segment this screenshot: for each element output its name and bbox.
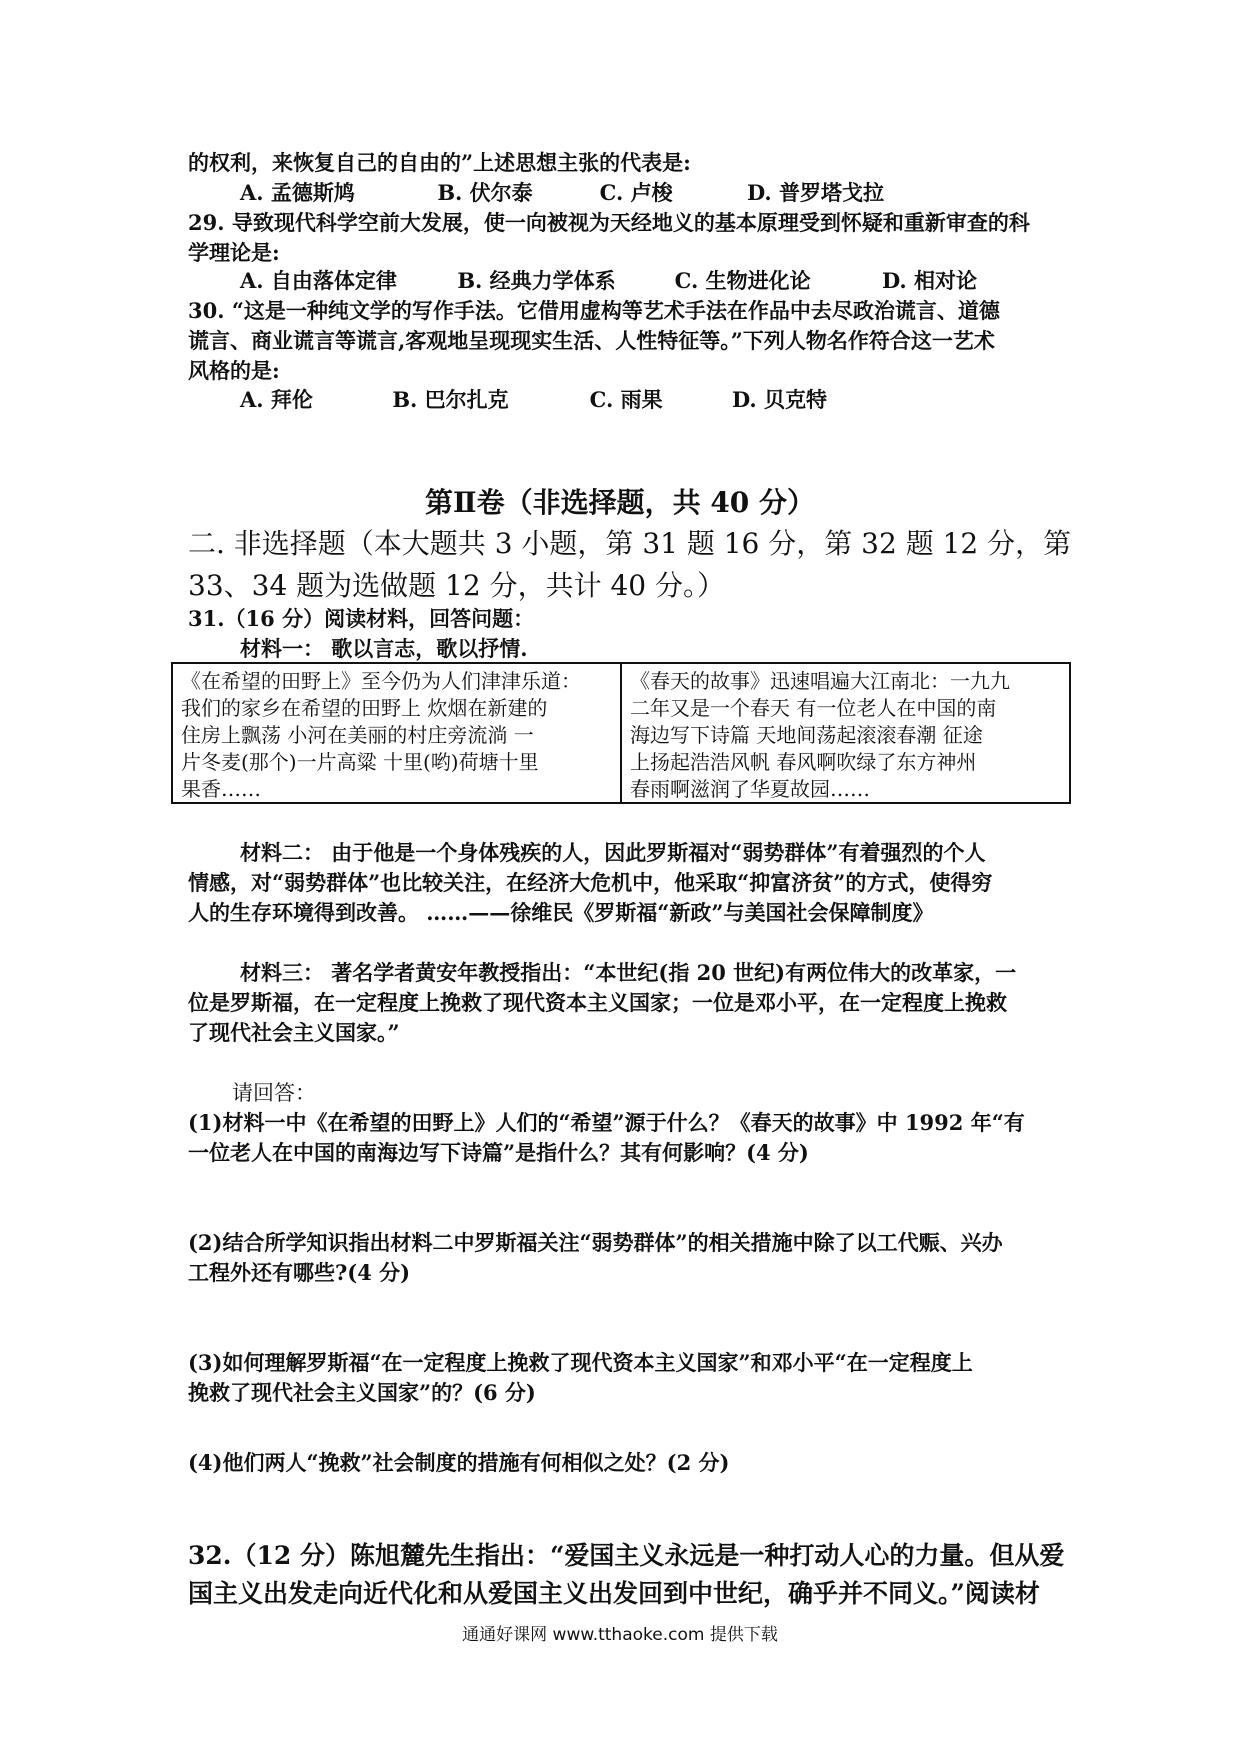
left-cell-line: 《在希望的田野上》至今仍为人们津津乐道： (181, 669, 581, 693)
q31-material-2-line-1: 材料二： 由于他是一个身体残疾的人，因此罗斯福对“弱势群体”有着强烈的个人 (240, 840, 986, 865)
q28-option-c: C. 卢梭 (599, 180, 673, 205)
q29-option-b: B. 经典力学体系 (457, 268, 616, 293)
q30-line-1: 30. “这是一种纯文学的写作手法。它借用虚构等艺术手法在作品中去尽政治谎言、道德 (188, 298, 1000, 323)
right-cell-line: 《春天的故事》迅速唱遍大江南北：一九九 (630, 669, 1010, 693)
q29-option-d: D. 相对论 (881, 268, 978, 293)
section-2-title: 第Ⅱ卷（非选择题，共 40 分） (424, 486, 816, 519)
q31-sub-4: (4)他们两人“挽救”社会制度的措施有何相似之处？(2 分) (188, 1450, 730, 1475)
q31-intro: 31.（16 分）阅读材料，回答问题： (188, 606, 535, 631)
q31-material-2-line-3: 人的生存环境得到改善。 ……——徐维民《罗斯福“新政”与美国社会保障制度》 (188, 900, 934, 925)
right-cell-line: 海边写下诗篇 天地间荡起滚滚春潮 征途 (630, 723, 983, 747)
left-cell-line: 住房上飘荡 小河在美丽的村庄旁流淌 一 (181, 723, 534, 747)
q30-options (240, 385, 827, 415)
q28-continuation: 的权利，来恢复自己的自由的”上述思想主张的代表是: (188, 150, 691, 175)
section-2-heading-line-2: 33、34 题为选做题 12 分，共计 40 分。） (188, 569, 726, 602)
q29-line-2: 学理论是: (188, 240, 280, 265)
q31-material-2-line-2: 情感，对“弱势群体”也比较关注，在经济大危机中，他采取“抑富济贫”的方式，使得穷 (188, 870, 993, 895)
right-cell-line: 二年又是一个春天 有一位老人在中国的南 (630, 696, 997, 720)
section-2-heading-line-1: 二. 非选择题（本大题共 3 小题，第 31 题 16 分，第 32 题 12 分，第 (188, 527, 1072, 560)
right-cell-line: 上扬起浩浩风帆 春风啊吹绿了东方神州 (630, 750, 977, 774)
q28-option-a: A. 孟德斯鸠 (240, 180, 355, 205)
q30-option-c: C. 雨果 (589, 387, 663, 412)
q29-option-a: A. 自由落体定律 (240, 268, 397, 293)
material-1-left-cell (173, 664, 620, 802)
q31-material-3-line-1: 材料三： 著名学者黄安年教授指出：“本世纪(指 20 世纪)有两位伟大的改革家，一 (240, 960, 1017, 985)
q31-material-3-line-3: 了现代社会主义国家。” (188, 1020, 400, 1045)
q31-sub-2-line-1: (2)结合所学知识指出材料二中罗斯福关注“弱势群体”的相关措施中除了以工代赈、兴办 (188, 1230, 1003, 1255)
q32-line-2: 国主义出发走向近代化和从爱国主义出发回到中世纪，确乎并不同义。”阅读材 (188, 1579, 1040, 1608)
q31-sub-2-line-2: 工程外还有哪些?(4 分) (188, 1260, 411, 1285)
q30-line-2: 谎言、商业谎言等谎言,客观地呈现现实生活、人性特征等。”下列人物名作符合这一艺术 (188, 328, 995, 353)
q28-options (240, 178, 884, 208)
left-cell-line: 片冬麦(那个)一片高粱 十里(哟)荷塘十里 (181, 750, 539, 774)
q31-ask: 请回答： (232, 1081, 316, 1105)
left-cell-line: 我们的家乡在希望的田野上 炊烟在新建的 (181, 696, 548, 720)
q29-options (240, 266, 977, 296)
q28-option-d: D. 普罗塔戈拉 (746, 180, 885, 205)
page-footer: 通通好课网 www.tthaoke.com 提供下载 (462, 1625, 778, 1645)
q31-sub-1-line-1: (1)材料一中《在希望的田野上》人们的“希望”源于什么？《春天的故事》中 1992 年“有 (188, 1110, 1025, 1135)
q28-option-b: B. 伏尔泰 (437, 180, 533, 205)
right-cell-line: 春雨啊滋润了华夏故园…… (630, 777, 870, 801)
left-cell-line: 果香…… (181, 777, 261, 801)
q30-option-a: A. 拜伦 (240, 387, 313, 412)
q31-material-3-line-2: 位是罗斯福，在一定程度上挽救了现代资本主义国家；一位是邓小平，在一定程度上挽救 (188, 990, 1007, 1015)
q30-option-b: B. 巴尔扎克 (392, 387, 509, 412)
q29-line-1: 29. 导致现代科学空前大发展，使一向被视为天经地义的基本原理受到怀疑和重新审查的科 (188, 210, 1030, 235)
q31-sub-1-line-2: 一位老人在中国的南海边写下诗篇”是指什么？其有何影响？(4 分) (188, 1140, 809, 1165)
material-1-right-cell (620, 664, 1069, 802)
q31-material-1-label: 材料一： 歌以言志，歌以抒情. (240, 636, 528, 661)
q30-option-d: D. 贝克特 (731, 387, 828, 412)
q29-option-c: C. 生物进化论 (674, 268, 811, 293)
q31-sub-3-line-1: (3)如何理解罗斯福“在一定程度上挽救了现代资本主义国家”和邓小平“在一定程度上 (188, 1350, 973, 1375)
q30-line-3: 风格的是: (188, 358, 280, 383)
q32-line-1: 32.（12 分）陈旭麓先生指出：“爱国主义永远是一种打动人心的力量。但从爱 (188, 1541, 1065, 1570)
material-1-table (171, 662, 1071, 804)
q31-sub-3-line-2: 挽救了现代社会主义国家”的？(6 分) (188, 1380, 536, 1405)
